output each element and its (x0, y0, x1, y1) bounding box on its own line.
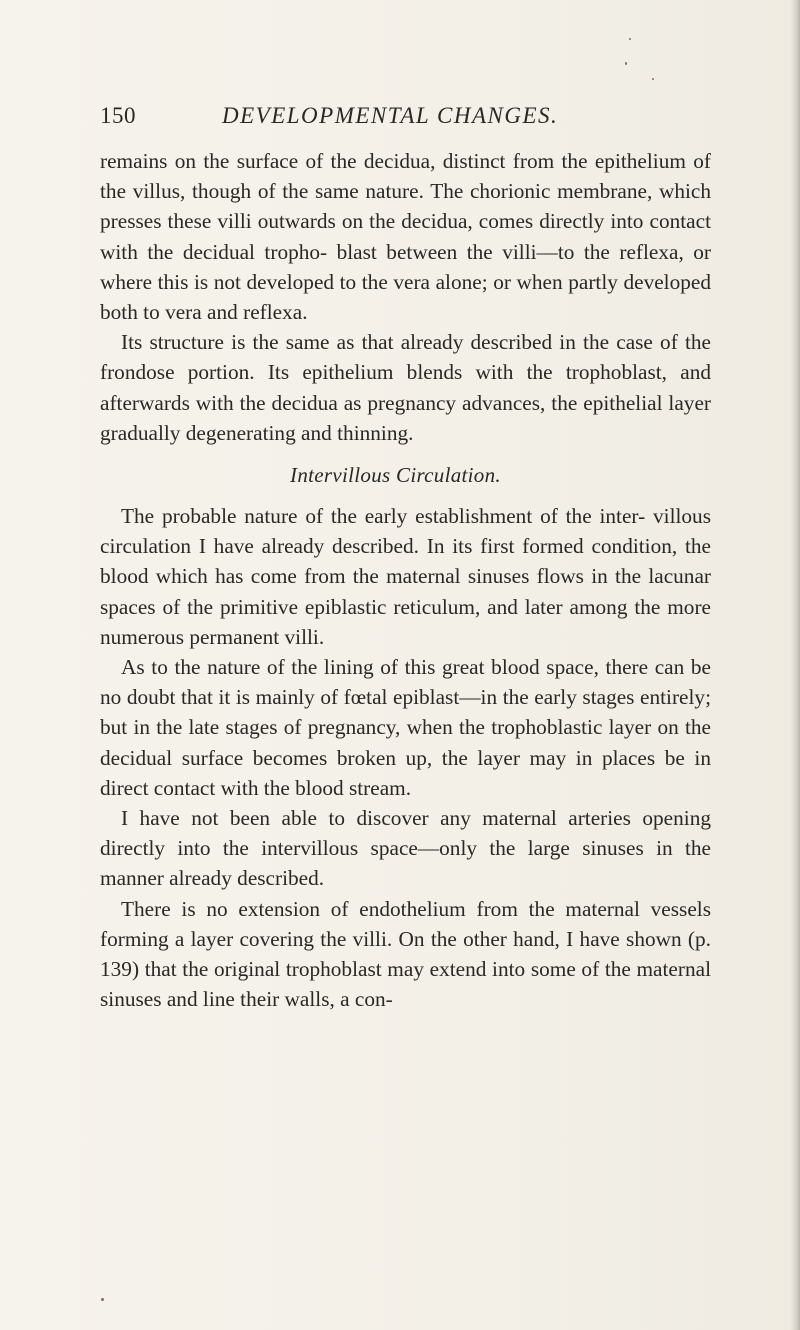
section-heading: Intervillous Circulation. (290, 463, 501, 488)
paper-speck (625, 62, 627, 65)
running-title: DEVELOPMENTAL CHANGES. (222, 103, 559, 128)
paper-speck (629, 38, 631, 40)
running-header (100, 103, 720, 135)
paragraph: The probable nature of the early establishment of the inter- villous circulation I have already described. In its first formed condition, the blood which has come from the maternal sinuses flows in the lacunar spaces of the primitive epiblastic reticulum, and later among the more numerous permanent villi. (100, 504, 711, 649)
page-number: 150 (100, 103, 136, 128)
paragraph: There is no extension of endothelium from the maternal vessels forming a layer covering the villi. On the other hand, I have shown (p. 139) that the original trophoblast may extend into some of the maternal sinuses and line their walls, a con- (100, 896, 711, 1012)
paragraph: As to the nature of the lining of this great blood space, there can be no doubt that it is mainly of fœtal epiblast—in the early stages entirely; but in the late stages of pregnancy, when the trophoblastic layer on the decidual surface becomes broken up, the layer may in places be in direct contact with the blood stream. (100, 655, 711, 800)
paragraph: I have not been able to discover any maternal arteries opening directly into the intervillous space—only the large sinuses in the manner already described. (100, 806, 711, 891)
paragraph: Its structure is the same as that already described in the case of the frondose portion. Its epithelium blends with the trophoblast, and afterwards with the decidua as pregnancy advances, the epithelial layer gradually degenerating and thinning. (100, 330, 711, 445)
paragraph: remains on the surface of the decidua, distinct from the epithelium of the villus, though of the same nature. The chorionic membrane, which presses these villi outwards on the decidua, comes directly into contact with the decidual tropho- blast between the villi—to the reflexa, or where this is not developed to the vera alone; or when partly developed both to vera and reflexa. (100, 149, 711, 325)
paper-speck (652, 78, 654, 80)
body-text (100, 146, 711, 1014)
paper-speck (101, 1298, 104, 1301)
page-edge-shadow (790, 0, 800, 1330)
